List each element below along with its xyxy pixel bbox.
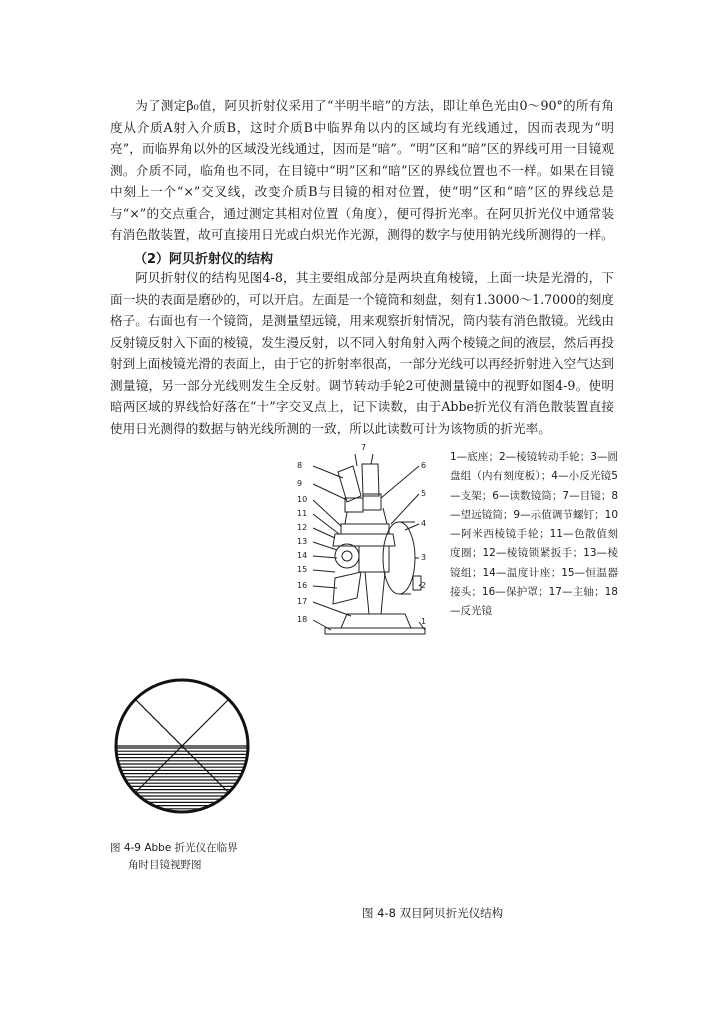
part-label-18: 18 — [297, 615, 308, 624]
paragraph-structure: 阿贝折射仪的结构见图4-8，其主要组成部分是两块直角棱镜，上面一块是光滑的，下面一块的表面是磨砂的，可以开启。左面是一个镜筒和刻盘，刻有1.3000～1.7000的刻度格子。右面也有一个镜筒，是测量望远镜，用来观察折射情况，筒内装有消色散镜。光线由反射镜反射入下面的棱镜，发生漫反射，以不同入射角射入两个棱镜之间的液层，然后再投射到上面棱镜光滑的表面上，由于它的折射率很高，一部分光线可以再经折射进入空气达到测量镜，另一部分光线则发生全反射。调节转动手轮2可使测量镜中的视野如图4-9。使明暗两区域的界线恰好落在“十”字交叉点上，记下读数，由于Abbe折光仪有消色散装置直接使用日光测得的数据与钠光线所测的一致，所以此读数可计为该物质的折光率。 — [110, 270, 614, 436]
part-label-17: 17 — [297, 597, 308, 606]
part-label-15: 15 — [297, 565, 308, 574]
part-label-13: 13 — [297, 537, 308, 546]
part-labels-right — [421, 461, 426, 626]
part-label-1: 1 — [421, 617, 427, 626]
field-of-view-figure — [112, 676, 252, 816]
part-label-2: 2 — [421, 581, 427, 590]
part-label-14: 14 — [297, 551, 308, 560]
part-label-6: 6 — [421, 461, 427, 470]
part-label-5: 5 — [421, 489, 427, 498]
figure-4-9-caption — [110, 840, 238, 874]
part-label-4: 4 — [421, 519, 427, 528]
part-label-12: 12 — [297, 523, 308, 532]
part-label-16: 16 — [297, 581, 308, 590]
figure-4-9-caption-line1: 图 4-9 Abbe 折光仪在临界 — [110, 842, 238, 854]
part-label-7: 7 — [361, 443, 367, 452]
figure-4-9-caption-line2: 角时目镜视野图 — [128, 859, 202, 871]
figure-4-8-caption: 图 4-8 双目阿贝折光仪结构 — [362, 906, 504, 920]
refractometer-figure — [295, 438, 445, 638]
part-label-8: 8 — [297, 461, 303, 470]
part-label-9: 9 — [297, 479, 303, 488]
part-label-11: 11 — [297, 509, 308, 518]
part-label-10: 10 — [297, 495, 308, 504]
part-legend: 1—底座；2—棱镜转动手轮；3—圆盘组（内有刻度板）；4—小反光镜5—支架；6—读数镜筒；7—目镜；8—望远镜筒；9—示值调节螺钉；10—阿米西棱镜手轮；11—色散值刻度圈；12—棱镜锁紧扳手；13—棱镜组；14—温度计座；15—恒温器接头；16—保护罩；17—主轴；18—反光镜 — [450, 451, 618, 618]
paragraph-principle: 为了测定β₀值，阿贝折射仪采用了“半明半暗”的方法，即让单色光由0～90°的所有角度从介质A射入介质B，这时介质B中临界角以内的区域均有光线通过，因而表现为“明亮”，而临界角以外的区域没光线通过，因而是“暗”。“明”区和“暗”区的界线可用一目镜观测。介质不同，临角也不同，在目镜中“明”区和“暗”区的界线位置也不一样。如果在目镜中刻上一个“×”交叉线，改变介质B与目镜的相对位置，使“明”区和“暗”区的界线总是与“×”的交点重合，通过测定其相对位置（角度），便可得折光率。在阿贝折光仪中通常装有消色散装置，故可直接用日光或白炽光作光源，测得的数字与使用钠光线所测得的一样。 — [110, 98, 614, 242]
part-labels-left — [297, 461, 307, 624]
part-label-3: 3 — [421, 553, 427, 562]
section-heading: （2）阿贝折射仪的结构 — [134, 252, 274, 267]
